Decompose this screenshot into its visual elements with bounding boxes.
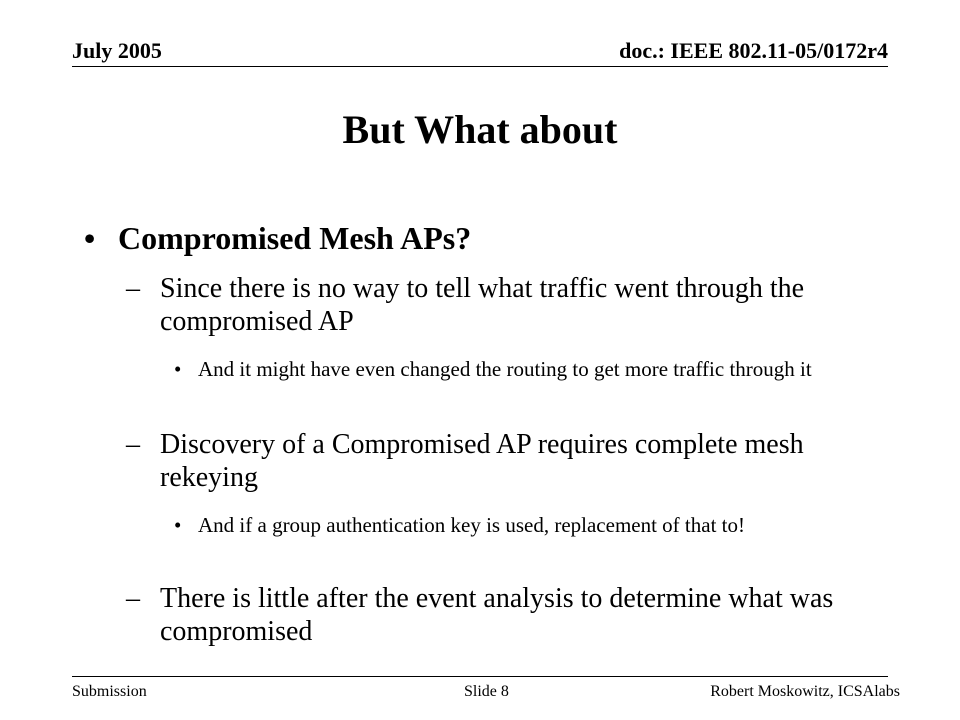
- sub-item-text: Discovery of a Compromised AP requires complete mesh rekeying: [160, 429, 804, 493]
- bullet-dot-icon: •: [84, 220, 96, 256]
- sub-item-text: Since there is no way to tell what traffic went through the compromised AP: [160, 273, 805, 337]
- sub-sub-item-text: And if a group authentication key is used, replacement of that to!: [198, 513, 745, 537]
- sub-item-text: There is little after the event analysis to determine what was compromised: [160, 583, 834, 647]
- footer-author: Robert Moskowitz, ICSAlabs: [710, 683, 900, 700]
- sub-sub-item: [174, 512, 874, 539]
- sub-sub-item: [174, 356, 874, 383]
- dash-icon: –: [126, 273, 140, 304]
- bullet-text: Compromised Mesh APs?: [118, 220, 472, 256]
- slide-title: But What about: [342, 107, 618, 152]
- sub-item: [126, 272, 896, 338]
- bullet-dot-icon: •: [174, 357, 182, 381]
- footer-divider: [72, 676, 888, 677]
- header-doc-id: doc.: IEEE 802.11-05/0172r4: [619, 38, 888, 63]
- footer-slide-number: Slide 8: [464, 683, 509, 700]
- sub-item: [126, 428, 896, 494]
- footer-submission: Submission: [72, 683, 147, 700]
- header-date: July 2005: [72, 38, 162, 63]
- sub-sub-item-text: And it might have even changed the routing to get more traffic through it: [198, 357, 812, 381]
- header-divider: [72, 66, 888, 67]
- dash-icon: –: [126, 429, 140, 460]
- bullet-dot-icon: •: [174, 513, 182, 537]
- sub-item: [126, 582, 896, 648]
- dash-icon: –: [126, 583, 140, 614]
